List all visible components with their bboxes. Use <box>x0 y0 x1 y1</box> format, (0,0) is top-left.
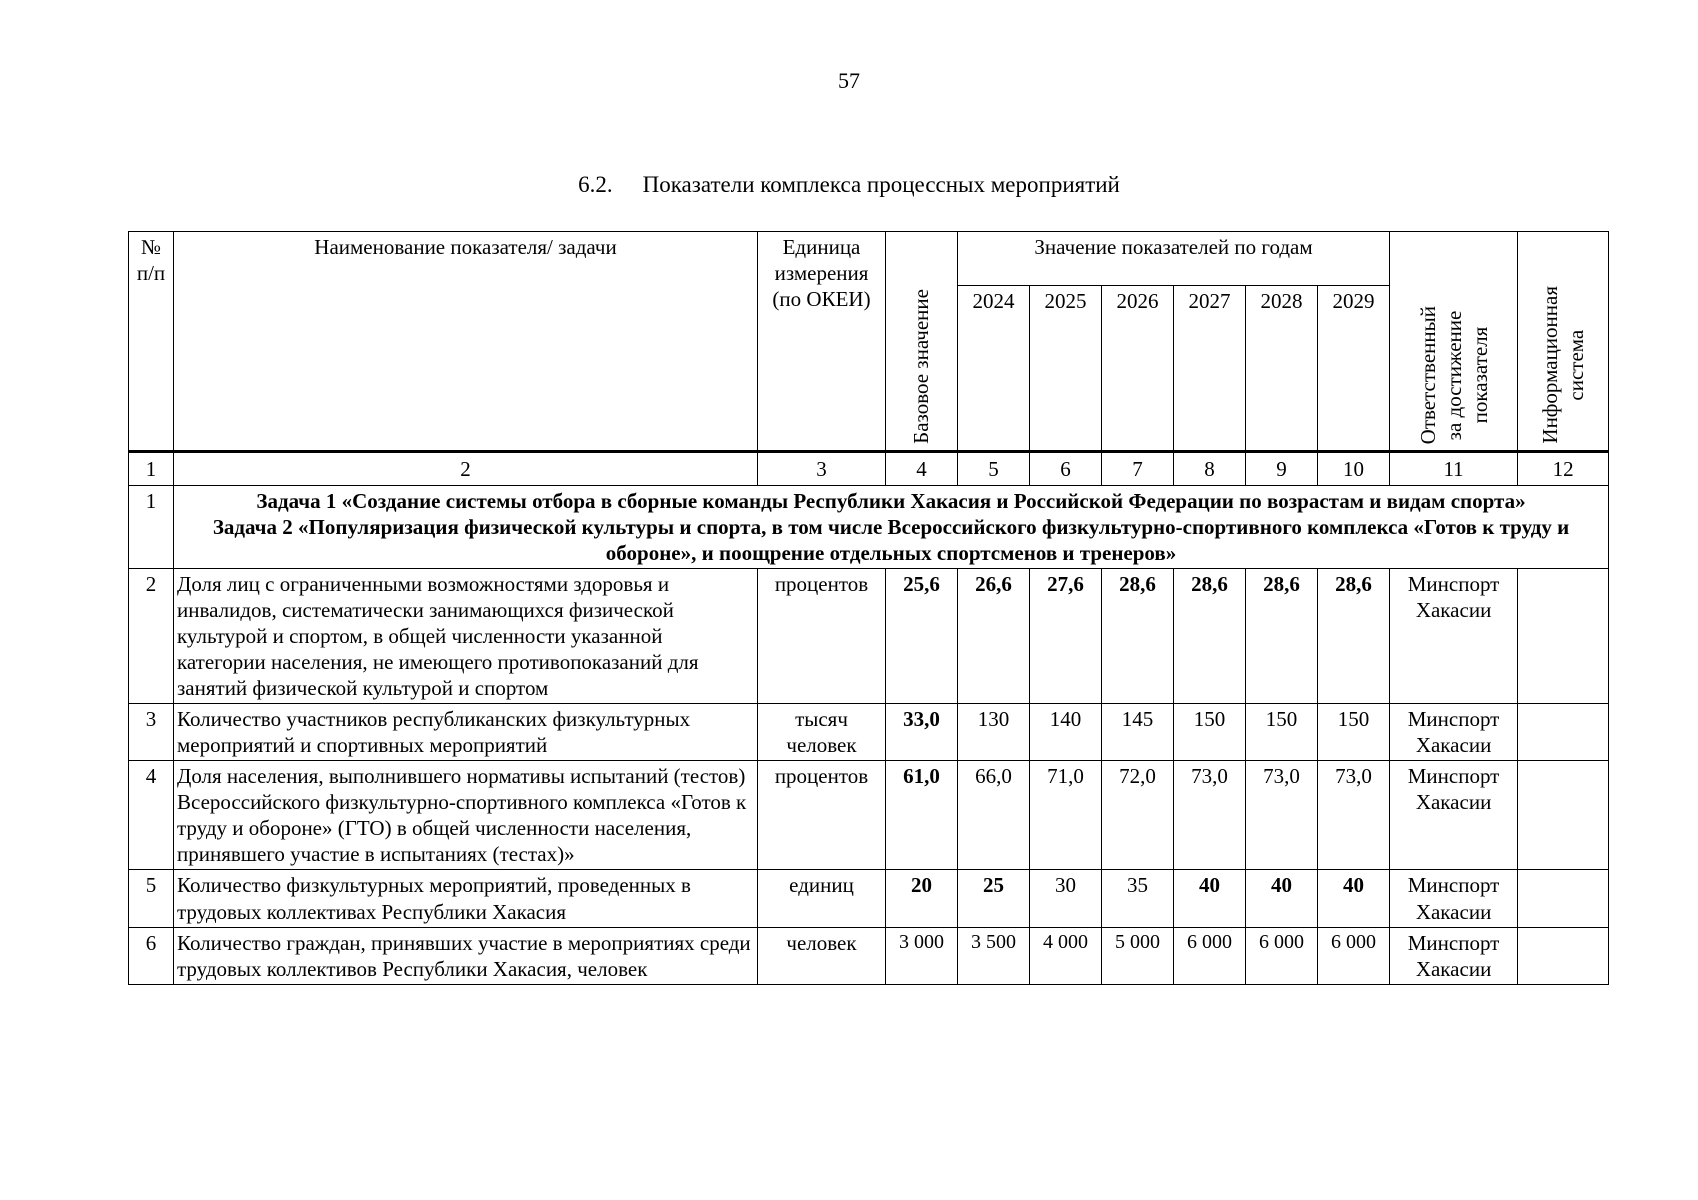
header-year: 2025 <box>1030 286 1102 452</box>
row-year-value: 28,6 <box>1246 569 1318 704</box>
row-responsible-line: Хакасии <box>1415 790 1492 815</box>
column-number: 7 <box>1102 452 1174 486</box>
column-number: 3 <box>758 452 886 486</box>
row-unit: человек <box>758 927 886 984</box>
row-responsible-line: Минспорт <box>1407 572 1500 597</box>
section-number: 6.2. <box>578 172 613 197</box>
header-unit: Единица измерения (по ОКЕИ) <box>758 232 886 452</box>
row-year-value: 130 <box>958 704 1030 761</box>
row-base-value: 61,0 <box>886 761 958 870</box>
row-year-value: 66,0 <box>958 761 1030 870</box>
header-num: № п/п <box>129 232 174 452</box>
header-year: 2026 <box>1102 286 1174 452</box>
row-year-value: 5 000 <box>1102 927 1174 984</box>
row-name: Количество участников республиканских физкультурных мероприятий и спортивных мероприятий <box>174 704 758 761</box>
row-responsible-line: Хакасии <box>1415 598 1492 623</box>
row-year-value: 150 <box>1318 704 1390 761</box>
row-unit: тысяч человек <box>758 704 886 761</box>
row-year-value: 150 <box>1174 704 1246 761</box>
table-row <box>129 870 1609 927</box>
row-base-value: 25,6 <box>886 569 958 704</box>
row-name: Доля населения, выполнившего нормативы испытаний (тестов) Всероссийского физкультурно-спортивного комплекса «Готов к труду и обороне» (ГТО) в общей численности населения, принявшего участие в испытаниях (тестах)» <box>174 761 758 870</box>
header-year: 2029 <box>1318 286 1390 452</box>
row-year-value: 40 <box>1318 870 1390 927</box>
row-info-system <box>1518 704 1609 761</box>
row-year-value: 150 <box>1246 704 1318 761</box>
header-name: Наименование показателя/ задачи <box>174 232 758 452</box>
row-num: 5 <box>129 870 174 927</box>
row-year-value: 73,0 <box>1318 761 1390 870</box>
row-year-value: 40 <box>1246 870 1318 927</box>
page-number: 57 <box>838 68 860 93</box>
table-row <box>129 704 1609 761</box>
indicators-table <box>128 231 1609 985</box>
task-1-text: Задача 1 «Создание системы отбора в сборные команды Республики Хакасия и Российской Федерации по возрастам и видам спорта» <box>256 489 1526 514</box>
row-base-value: 20 <box>886 870 958 927</box>
row-year-value: 35 <box>1102 870 1174 927</box>
row-year-value: 6 000 <box>1246 927 1318 984</box>
task-2-text: Задача 2 «Популяризация физической культуры и спорта, в том числе Всероссийского физкультурно-спортивного комплекса «Готов к труду и обороне», и поощрение отдельных спортсменов и тренеров» <box>212 515 1570 566</box>
header-year: 2028 <box>1246 286 1318 452</box>
column-numbering-row <box>129 452 1609 486</box>
column-number: 9 <box>1246 452 1318 486</box>
row-responsible <box>1390 704 1518 761</box>
row-year-value: 145 <box>1102 704 1174 761</box>
row-num: 2 <box>129 569 174 704</box>
row-unit: процентов <box>758 761 886 870</box>
row-responsible-line: Минспорт <box>1407 707 1500 732</box>
row-name: Количество физкультурных мероприятий, проведенных в трудовых коллективах Республики Хакасия <box>174 870 758 927</box>
column-number: 12 <box>1518 452 1609 486</box>
row-num: 6 <box>129 927 174 984</box>
header-years-group: Значение показателей по годам <box>958 232 1390 286</box>
header-responsible <box>1390 232 1518 452</box>
row-responsible-line: Минспорт <box>1407 930 1500 955</box>
header-base <box>886 232 958 452</box>
row-year-value: 28,6 <box>1174 569 1246 704</box>
row-name: Количество граждан, принявших участие в мероприятиях среди трудовых коллективов Республики Хакасия, человек <box>174 927 758 984</box>
task-row-num: 1 <box>129 486 174 569</box>
header-year: 2024 <box>958 286 1030 452</box>
task-row-text <box>174 486 1609 569</box>
section-title <box>0 172 1698 198</box>
row-year-value: 28,6 <box>1318 569 1390 704</box>
row-info-system <box>1518 927 1609 984</box>
row-base-value: 3 000 <box>886 927 958 984</box>
column-number: 8 <box>1174 452 1246 486</box>
task-row <box>129 486 1609 569</box>
column-number: 10 <box>1318 452 1390 486</box>
row-year-value: 30 <box>1030 870 1102 927</box>
table-row <box>129 927 1609 984</box>
column-number: 1 <box>129 452 174 486</box>
column-number: 6 <box>1030 452 1102 486</box>
row-num: 4 <box>129 761 174 870</box>
column-number: 2 <box>174 452 758 486</box>
row-responsible <box>1390 870 1518 927</box>
row-info-system <box>1518 761 1609 870</box>
row-responsible-line: Хакасии <box>1415 956 1492 981</box>
column-number: 5 <box>958 452 1030 486</box>
header-info-system-text: Информационная система <box>1538 286 1589 444</box>
row-year-value: 140 <box>1030 704 1102 761</box>
table-row <box>129 761 1609 870</box>
row-year-value: 25 <box>958 870 1030 927</box>
row-unit: единиц <box>758 870 886 927</box>
row-year-value: 6 000 <box>1174 927 1246 984</box>
row-info-system <box>1518 870 1609 927</box>
header-year: 2027 <box>1174 286 1246 452</box>
row-responsible <box>1390 927 1518 984</box>
row-year-value: 28,6 <box>1102 569 1174 704</box>
header-info-system <box>1518 232 1609 452</box>
row-year-value: 26,6 <box>958 569 1030 704</box>
row-year-value: 40 <box>1174 870 1246 927</box>
column-number: 11 <box>1390 452 1518 486</box>
row-year-value: 3 500 <box>958 927 1030 984</box>
section-title-text: Показатели комплекса процессных мероприятий <box>642 172 1120 197</box>
row-year-value: 27,6 <box>1030 569 1102 704</box>
row-year-value: 4 000 <box>1030 927 1102 984</box>
row-responsible-line: Хакасии <box>1415 899 1492 924</box>
row-responsible-line: Хакасии <box>1415 733 1492 758</box>
header-row-1 <box>129 232 1609 286</box>
row-year-value: 71,0 <box>1030 761 1102 870</box>
header-base-text: Базовое значение <box>909 289 934 444</box>
row-responsible <box>1390 761 1518 870</box>
row-year-value: 73,0 <box>1246 761 1318 870</box>
row-num: 3 <box>129 704 174 761</box>
row-responsible <box>1390 569 1518 704</box>
row-info-system <box>1518 569 1609 704</box>
row-responsible-line: Минспорт <box>1407 764 1500 789</box>
row-unit: процентов <box>758 569 886 704</box>
row-name: Доля лиц с ограниченными возможностями здоровья и инвалидов, систематически занимающихся физической культурой и спортом, в общей численности указанной категории населения, не имеющего противопоказаний для занятий физической культурой и спортом <box>174 569 758 704</box>
table-row <box>129 569 1609 704</box>
row-year-value: 73,0 <box>1174 761 1246 870</box>
row-base-value: 33,0 <box>886 704 958 761</box>
column-number: 4 <box>886 452 958 486</box>
header-responsible-text: Ответственный за достижение показателя <box>1415 305 1492 444</box>
row-year-value: 72,0 <box>1102 761 1174 870</box>
row-year-value: 6 000 <box>1318 927 1390 984</box>
row-responsible-line: Минспорт <box>1407 873 1500 898</box>
